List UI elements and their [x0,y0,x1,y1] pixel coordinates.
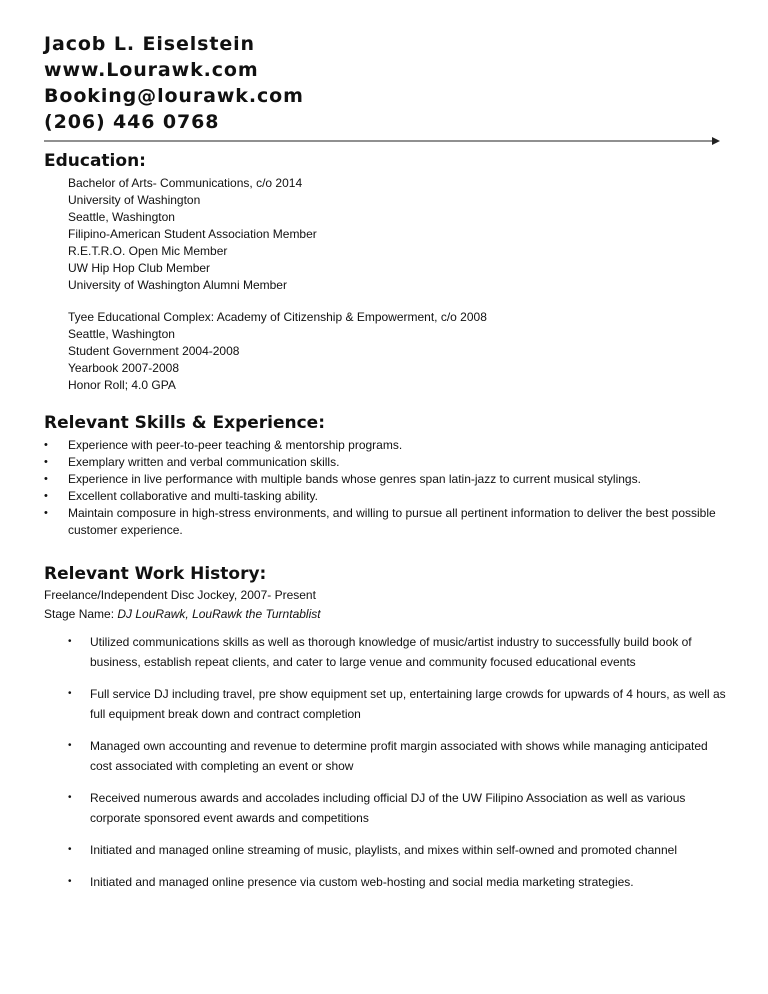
education-line: Seattle, Washington [68,210,175,224]
stage-name-line [44,606,321,623]
duty-text: Received numerous awards and accolades including official DJ of the UW Filipino Association as well as various corporate sponsored event awards and competitions [90,791,686,825]
list-item [44,471,724,488]
duty-text: Utilized communications skills as well as thorough knowledge of music/artist industry to successfully build book of business, establish repeat clients, and cater to large venue and community focused educational events [90,635,692,669]
education-line: Bachelor of Arts- Communications, c/o 2014 [68,176,303,190]
list-item [68,632,728,672]
education-line: Tyee Educational Complex: Academy of Citizenship & Empowerment, c/o 2008 [68,310,487,324]
duty-text: Full service DJ including travel, pre show equipment set up, entertaining large crowds for upwards of 4 hours, as well as full equipment break down and contract completion [90,687,726,721]
stage-name-value: DJ LouRawk, LouRawk the Turntablist [117,607,321,621]
education-line: University of Washington [68,193,201,207]
bullet-icon: • [44,507,48,519]
bullet-icon: • [68,636,72,647]
bullet-icon: • [44,490,48,502]
work-duties-list [68,632,728,892]
candidate-name: Jacob L. Eiselstein [44,33,255,55]
duty-text: Initiated and managed online streaming of music, playlists, and mixes within self-owned and promoted channel [90,843,677,857]
list-item [68,684,728,724]
skills-list [44,437,724,539]
bullet-icon: • [44,439,48,451]
education-line: University of Washington Alumni Member [68,278,287,292]
email-link[interactable]: Booking@lourawk.com [44,85,304,107]
education-line: Yearbook 2007-2008 [68,361,179,375]
bullet-icon: • [44,456,48,468]
list-item [44,437,724,454]
duty-text: Initiated and managed online presence via custom web-hosting and social media marketing strategies. [90,875,634,889]
list-item [44,505,724,539]
stage-name-label: Stage Name: [44,607,118,621]
education-line: Filipino-American Student Association Member [68,227,317,241]
bullet-icon: • [68,844,72,855]
work-history-heading: Relevant Work History: [44,564,267,584]
education-line: UW Hip Hop Club Member [68,261,211,275]
skill-text: Exemplary written and verbal communication skills. [68,455,340,469]
education-line: Honor Roll; 4.0 GPA [68,378,176,392]
list-item [68,736,728,776]
bullet-icon: • [68,740,72,751]
education-line: Seattle, Washington [68,327,175,341]
skill-text: Experience with peer-to-peer teaching & mentorship programs. [68,438,403,452]
list-item [68,872,728,892]
website-link[interactable]: www.Lourawk.com [44,59,259,81]
list-item [68,840,728,860]
education-heading: Education: [44,151,146,171]
skill-text: Experience in live performance with multiple bands whose genres span latin-jazz to current musical stylings. [68,472,641,486]
work-position: Freelance/Independent Disc Jockey, 2007- Present [44,588,316,602]
skill-text: Excellent collaborative and multi-tasking ability. [68,489,318,503]
list-item [44,454,724,471]
phone-number: (206) 446 0768 [44,111,220,133]
education-line: Student Government 2004-2008 [68,344,240,358]
education-degree-block [68,175,317,294]
bullet-icon: • [68,792,72,803]
list-item [44,488,724,505]
skills-heading: Relevant Skills & Experience: [44,413,326,433]
bullet-icon: • [44,473,48,485]
contact-header [44,31,304,135]
bullet-icon: • [68,876,72,887]
education-highschool-block [68,309,487,394]
list-item [68,788,728,828]
header-divider-arrow [44,136,720,146]
duty-text: Managed own accounting and revenue to determine profit margin associated with shows while managing anticipated cost associated with completing an event or show [90,739,708,773]
education-line: R.E.T.R.O. Open Mic Member [68,244,228,258]
bullet-icon: • [68,688,72,699]
skill-text: Maintain composure in high-stress environments, and willing to pursue all pertinent information to deliver the best possible customer experience. [68,506,716,537]
